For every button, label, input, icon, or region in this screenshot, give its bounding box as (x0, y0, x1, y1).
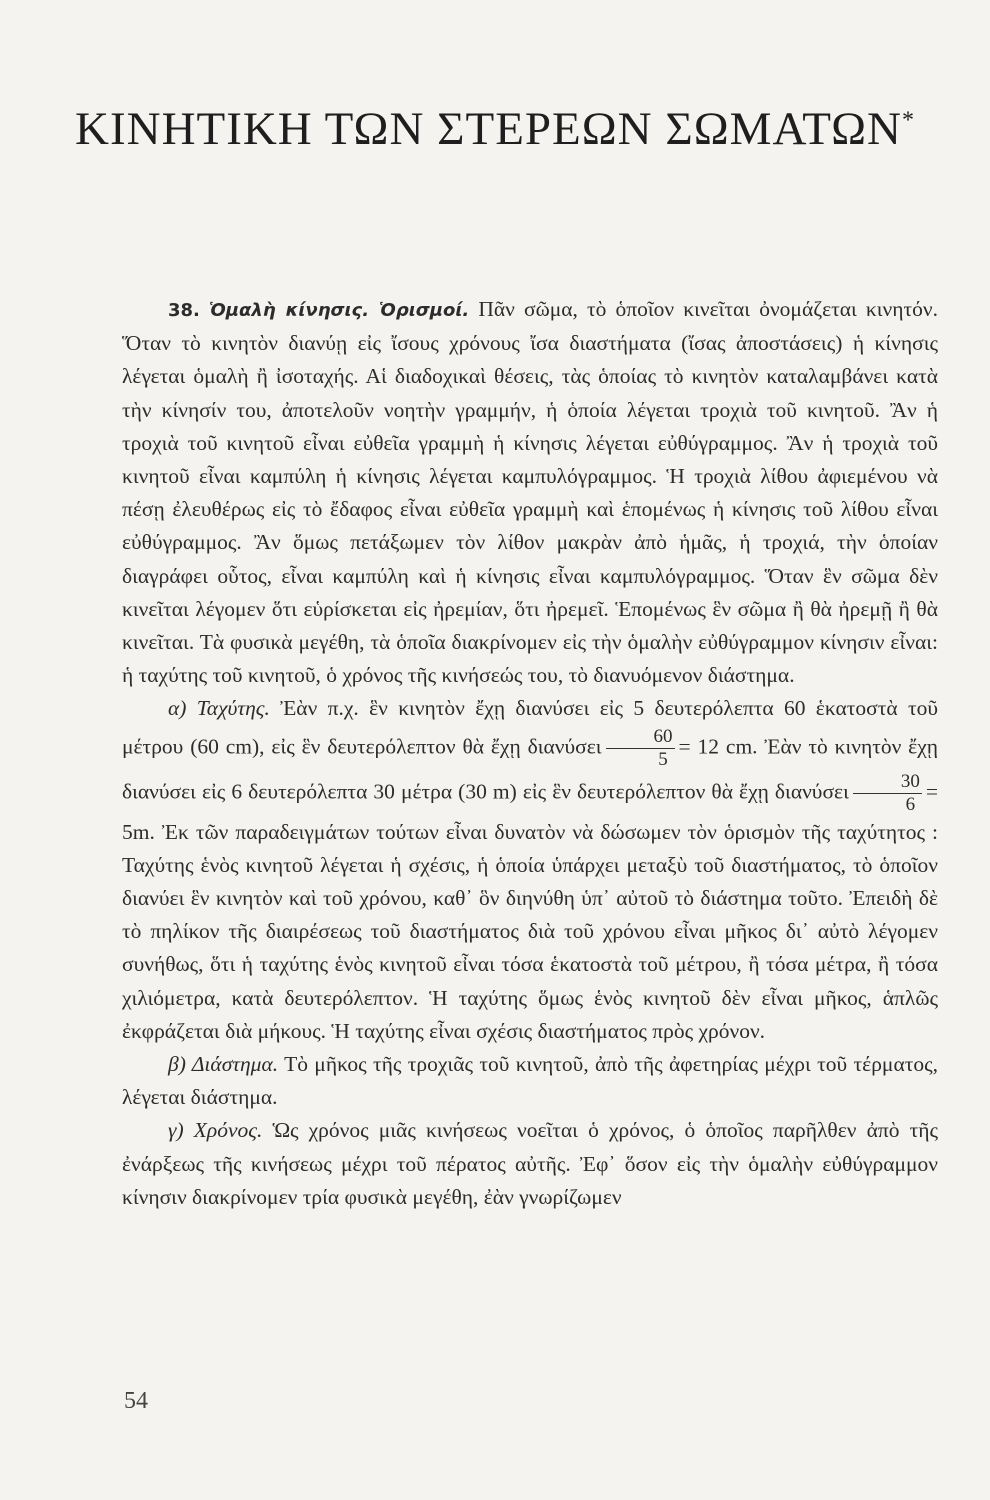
fraction-denominator: 5 (658, 748, 668, 770)
section-text: Πᾶν σῶμα, τὸ ὁποῖον κινεῖται ὀνομάζεται κινητόν. Ὅταν τὸ κινητὸν διανύῃ εἰς ἴσους χρόνους ἴσα διαστήματα (ἴσας ἀποστάσεις) ἡ κίνησις λέγεται ὁμαλὴ ἢ ἰσοταχής. Αἱ διαδοχικαὶ θέσεις, τὰς ὁποίας τὸ κινητὸν καταλαμβάνει κατὰ τὴν κίνησίν του, ἀποτελοῦν νοητὴν γραμμήν, ἡ ὁποία λέγεται τροχιὰ τοῦ κινητοῦ. Ἂν ἡ τροχιὰ τοῦ κινητοῦ εἶναι εὐθεῖα γραμμὴ ἡ κίνησις λέγεται εὐθύγραμμος. Ἂν ἡ τροχιὰ τοῦ κινητοῦ εἶναι καμπύλη ἡ κίνησις λέγεται καμπυλόγραμμος. Ἡ τροχιὰ λίθου ἀφιεμένου νὰ πέσῃ ἐλευθέρως εἰς τὸ ἔδαφος εἶναι εὐθεῖα γραμμὴ καὶ ἑπομένως ἡ κίνησις τοῦ λίθου εἶναι εὐθύγραμμος. Ἂν ὅμως πετάξωμεν τὸν λίθον μακρὰν ἀπὸ ἡμᾶς, ἡ τροχιά, τὴν ὁποίαν διαγράφει οὗτος, εἶναι καμπύλη καὶ ἡ κίνησις εἶναι καμπυλόγραμμος. Ὅταν ἓν σῶμα δὲν κινεῖται λέγομεν ὅτι εὑρίσκεται εἰς ἠρεμίαν, ὅτι ἠρεμεῖ. Ἑπομένως ἓν σῶμα ἢ θὰ ἠρεμῇ ἢ θὰ κινεῖται. Τὰ φυσικὰ μεγέθη, τὰ ὁποῖα διακρίνομεν εἰς τὴν ὁμαλὴν εὐθύγραμμον κίνησιν εἶναι: ἡ ταχύτης τοῦ κινητοῦ, ὁ χρόνος τῆς κινήσεώς του, τὸ διανυόμενον διάστημα. (122, 297, 939, 688)
section-heading: Ὁμαλὴ κίνησις. Ὁρισμοί. (209, 300, 470, 321)
body-text (122, 293, 938, 1214)
speed-label: α) Ταχύτης. (168, 696, 270, 721)
fraction-numerator: 30 (853, 771, 922, 794)
fraction-denominator: 6 (905, 793, 916, 815)
footnote-mark: * (901, 107, 915, 134)
fraction-numerator: 60 (606, 726, 675, 749)
distance-label: β) Διάστημα. (168, 1052, 279, 1077)
time-paragraph (122, 1114, 938, 1214)
chapter-title-text: ΚΙΝΗΤΙΚΗ ΤΩΝ ΣΤΕΡΕΩΝ ΣΩΜΑΤΩΝ (75, 103, 902, 155)
section-paragraph (122, 293, 938, 692)
page-number: 54 (124, 1388, 148, 1414)
fraction-30-over-6 (853, 771, 922, 816)
speed-text-1: Ἐὰν π.χ. ἓν κινητὸν ἔχῃ διανύσει εἰς 5 δευτερόλεπτα 60 ἑκατοστὰ τοῦ μέτρου (60 cm), εἰς ἓν δευτερόλεπτον θὰ ἔχῃ διανύσει (122, 696, 938, 759)
chapter-title (0, 102, 990, 156)
distance-paragraph (122, 1048, 938, 1114)
time-text: Ὡς χρόνος μιᾶς κινήσεως νοεῖται ὁ χρόνος, ὁ ὁποῖος παρῆλθεν ἀπὸ τῆς ἐνάρξεως τῆς κινήσεως μέχρι τοῦ πέρατος αὐτῆς. Ἐφ᾽ ὅσον εἰς τὴν ὁμαλὴν εὐθύγραμμον κίνησιν διακρίνομεν τρία φυσικὰ μεγέθη, ἐὰν γνωρίζωμεν (122, 1118, 938, 1209)
speed-text-3: = 5m. Ἐκ τῶν παραδειγμάτων τούτων εἶναι δυνατὸν νὰ δώσωμεν τὸν ὁρισμὸν τῆς ταχύτητος : Ταχύτης ἑνὸς κινητοῦ λέγεται ἡ σχέσις, ἡ ὁποία ὑπάρχει μεταξὺ τοῦ διαστήματος, τὸ ὁποῖον διανύει ἓν κινητὸν καὶ τοῦ χρόνου, καθ᾽ ὃν διηνύθη ὑπ᾽ αὐτοῦ τὸ διάστημα τοῦτο. Ἐπειδὴ δὲ τὸ πηλίκον τῆς διαιρέσεως τοῦ διαστήματος διὰ τοῦ χρόνου εἶναι μῆκος δι᾽ αὐτὸ λέγομεν συνήθως, ὅτι ἡ ταχύτης ἑνὸς κινητοῦ εἶναι τόσα ἑκατοστὰ τοῦ μέτρου, ἢ τόσα μέτρα, ἢ τόσα χιλιόμετρα, κατὰ δευτερόλεπτον. Ἡ ταχύτης ὅμως ἑνὸς κινητοῦ δὲν εἶναι μῆκος, ἁπλῶς ἐκφράζεται διὰ μήκους. Ἡ ταχύτης εἶναι σχέσις διαστήματος πρὸς χρόνον. (122, 779, 938, 1043)
speed-text-2: = 12 cm. Ἐὰν τὸ κινητὸν ἔχῃ διανύσει εἰς 6 δευτερόλεπτα 30 μέτρα (30 m) εἰς ἓν δευτερόλεπτον θὰ ἔχῃ διανύσει (122, 734, 938, 804)
time-label: γ) Χρόνος. (168, 1118, 263, 1143)
fraction-60-over-5 (606, 726, 675, 771)
distance-text: Τὸ μῆκος τῆς τροχιᾶς τοῦ κινητοῦ, ἀπὸ τῆς ἀφετηρίας μέχρι τοῦ τέρματος, λέγεται διάστημα. (122, 1052, 938, 1110)
section-number: 38. (168, 300, 200, 321)
speed-paragraph (122, 692, 938, 1048)
